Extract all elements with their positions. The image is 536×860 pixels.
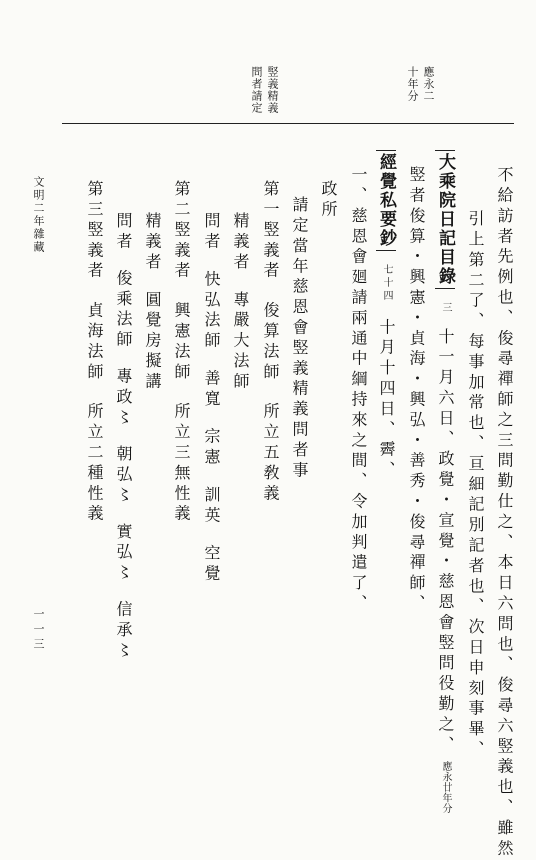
source-volume-74: 七十四	[381, 264, 392, 304]
text-column-13: 精義者 圓覺房擬講	[143, 212, 162, 393]
text-column-3	[433, 150, 458, 814]
header-year-note: 應永二十年分	[406, 66, 435, 102]
source-title-kyogaku: 經覺私要鈔	[376, 150, 396, 251]
header-section-title: 竪義精義問者請定	[250, 66, 279, 114]
text-column-10: 精義者 專嚴大法師	[231, 212, 250, 393]
entry-date-text-2: 十月十四日、霽、	[377, 318, 396, 482]
text-column-1: 不給訪者先例也、俊尋禪師之三問勤仕之、本日六問也、俊尋六竪義也、雖然	[495, 166, 514, 860]
text-column-12: 第二竪義者 興憲法師 所立三無性義	[172, 180, 191, 525]
text-column-4: 竪者俊算・興憲・貞海・興弘・善秀・俊尋禪師、	[407, 166, 426, 615]
text-column-11: 問者 快弘法師 善寬 宗憲 訓英 空覺	[202, 212, 221, 586]
text-column-9: 第一竪義者 俊算法師 所立五敎義	[261, 180, 280, 505]
text-column-5	[374, 150, 399, 481]
text-column-6: 一、慈恩會廻請兩通中綱持來之間、令加判遣了、	[349, 166, 368, 615]
text-column-8: 請定當年慈恩會竪義精義問者事	[290, 196, 309, 482]
text-column-14: 問者 俊乘法師 專政〻 朝弘〻 實弘〻 信承〻	[114, 212, 133, 662]
entry-year-note: 應永廿年分	[440, 761, 451, 814]
source-title-daijoin: 大乘院日記目錄	[435, 150, 455, 289]
text-column-15: 第三竪義者 貞海法師 所立二種性義	[85, 180, 104, 525]
entry-date-text: 十一月六日、政覺・宣覺・慈恩會竪問役勤之、	[436, 327, 455, 757]
running-title: 文明二年雜藏	[32, 176, 45, 254]
text-column-2: 引上第二了、每事加常也、亘細記別記者也、次日申刻事畢、	[466, 210, 485, 761]
page-number: 一一三	[32, 608, 45, 653]
source-volume-3: 三	[440, 302, 451, 313]
header-rule	[62, 123, 514, 124]
text-column-7: 政所	[319, 180, 338, 221]
